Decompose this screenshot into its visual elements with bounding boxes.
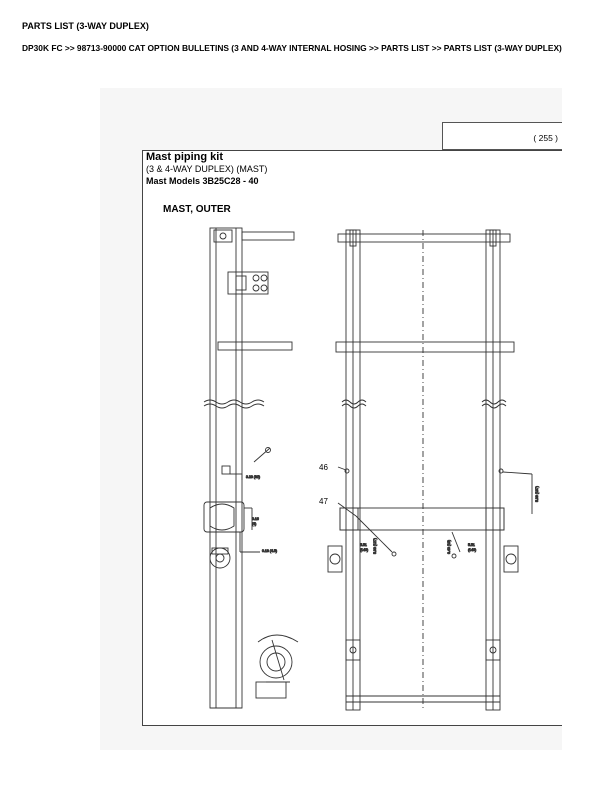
svg-text:5.00 (127): 5.00 (127) (373, 538, 377, 554)
svg-text:0.18 (4.5): 0.18 (4.5) (262, 549, 277, 553)
mast-side-view (204, 228, 298, 708)
svg-text:(4): (4) (252, 522, 257, 526)
svg-text:(140): (140) (360, 548, 369, 552)
kit-subtitle: (3 & 4-WAY DUPLEX) (MAST) (146, 164, 268, 174)
kit-title: Mast piping kit (146, 151, 223, 163)
svg-text:0.16: 0.16 (252, 517, 259, 521)
callout-47: 47 (319, 497, 328, 506)
svg-text:0.40 (10): 0.40 (10) (447, 539, 451, 554)
svg-text:3.23 (82): 3.23 (82) (246, 475, 261, 479)
mast-front-view (328, 230, 539, 710)
svg-text:5.51: 5.51 (468, 543, 475, 547)
page-number-box (442, 122, 562, 150)
page-number: ( 255 ) (533, 133, 558, 143)
callout-46: 46 (319, 463, 328, 472)
svg-text:5.39 (137): 5.39 (137) (535, 486, 539, 502)
section-label: MAST, OUTER (163, 204, 231, 215)
breadcrumb: DP30K FC >> 98713-90000 CAT OPTION BULLETINS (3 AND 4-WAY INTERNAL HOSING >> PARTS LIST >> PARTS LIST (3-WAY DUPLEX) (22, 43, 562, 53)
kit-models: Mast Models 3B25C28 - 40 (146, 176, 259, 186)
page-title: PARTS LIST (3-WAY DUPLEX) (22, 21, 149, 31)
svg-text:(140): (140) (468, 548, 477, 552)
mast-drawing (142, 212, 562, 724)
svg-text:5.51: 5.51 (360, 543, 367, 547)
